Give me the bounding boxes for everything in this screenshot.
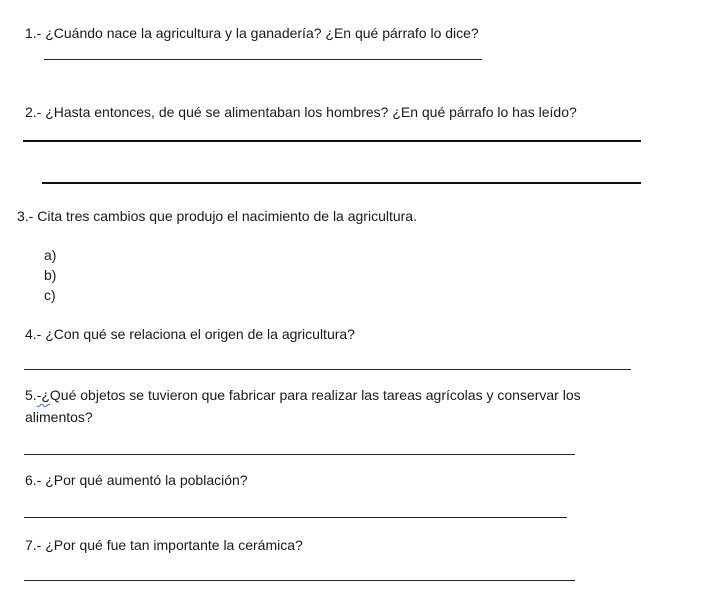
answer-line-5[interactable] — [24, 454, 575, 455]
answer-line-2a[interactable] — [23, 140, 641, 142]
question-5-prefix: 5. — [25, 387, 37, 403]
question-5-line-1 — [25, 386, 581, 404]
answer-line-7[interactable] — [24, 580, 575, 581]
question-3: 3.- Cita tres cambios que produjo el nacimiento de la agricultura. — [17, 208, 417, 224]
question-5-text: Qué objetos se tuvieron que fabricar para realizar las tareas agrícolas y conservar los — [49, 387, 581, 403]
spellcheck-marked-text: -¿ — [36, 387, 50, 403]
list-item-b: b) — [44, 267, 57, 283]
question-7: 7.- ¿Por qué fue tan importante la cerámica? — [25, 537, 303, 553]
answer-line-6[interactable] — [24, 517, 567, 518]
list-item-a: a) — [44, 247, 57, 263]
question-5-line-2: alimentos? — [25, 409, 93, 425]
question-4: 4.- ¿Con qué se relaciona el origen de la agricultura? — [25, 326, 355, 342]
question-1: 1.- ¿Cuándo nace la agricultura y la ganadería? ¿En qué párrafo lo dice? — [25, 25, 479, 41]
question-2: 2.- ¿Hasta entonces, de qué se alimentaban los hombres? ¿En qué párrafo lo has leído? — [25, 104, 577, 120]
answer-line-1[interactable] — [44, 59, 482, 60]
answer-line-4[interactable] — [24, 369, 631, 370]
answer-line-2b[interactable] — [42, 182, 641, 184]
question-6: 6.- ¿Por qué aumentó la población? — [25, 472, 248, 488]
list-item-c: c) — [44, 287, 56, 303]
